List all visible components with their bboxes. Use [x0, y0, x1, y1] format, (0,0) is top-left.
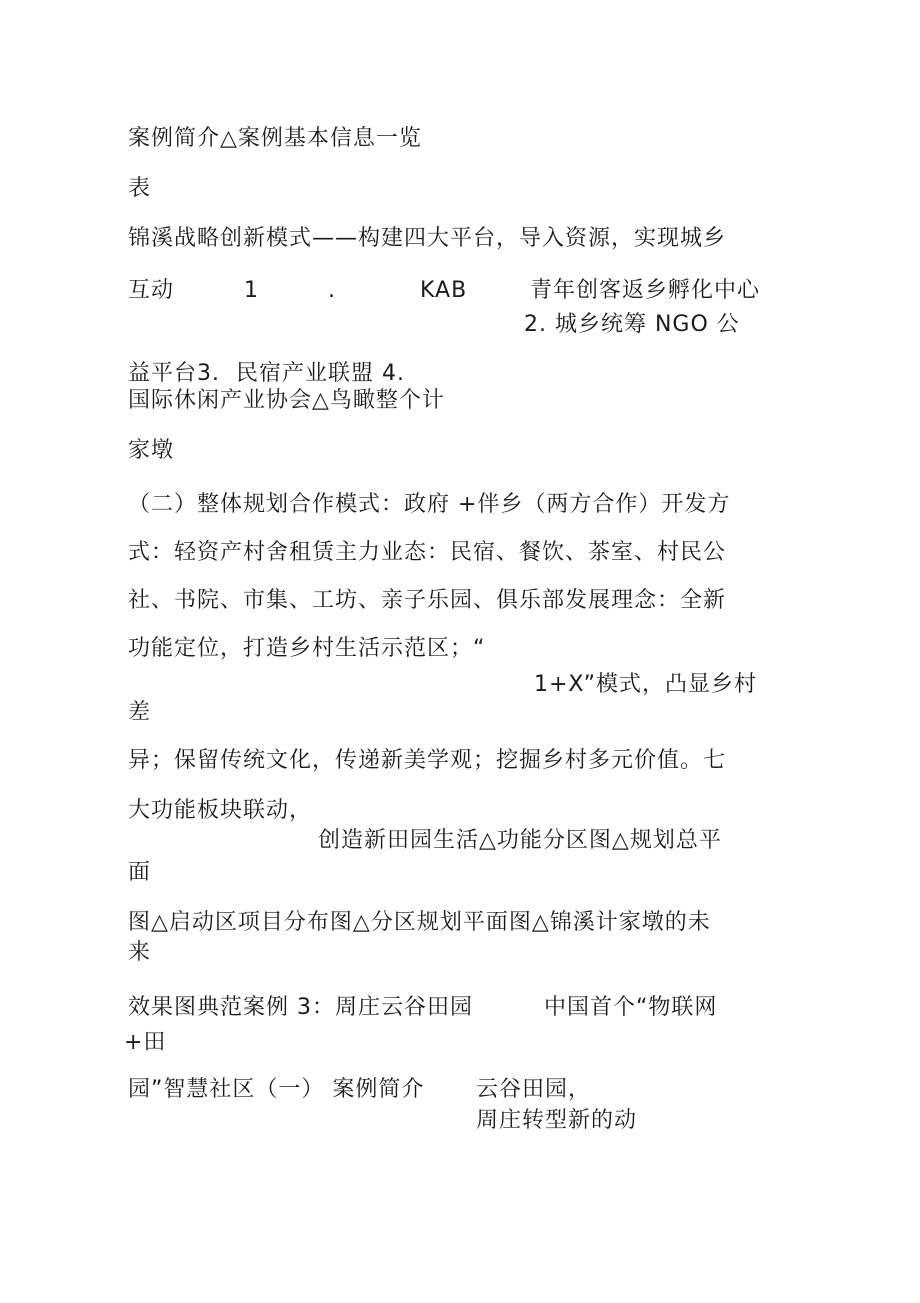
text-line: 创造新田园生活△功能分区图△规划总平 [318, 828, 722, 853]
text-line: 社、书院、市集、工坊、亲子乐园、俱乐部发展理念：全新 [128, 588, 727, 613]
text-line: 1 [244, 278, 259, 303]
text-line: 大功能板块联动， [128, 798, 313, 823]
text-line: 云谷田园， [476, 1077, 592, 1102]
text-line: 面 [128, 860, 152, 885]
text-line: 家墩 [128, 438, 175, 463]
text-line: 锦溪战略创新模式——构建四大平台，导入资源，实现城乡 [128, 226, 727, 251]
text-line: 异；保留传统文化，传递新美学观；挖掘乡村多元价值。七 [128, 748, 727, 773]
text-line: 表 [128, 176, 152, 201]
text-line: 差 [128, 700, 152, 725]
text-line: 案例简介△案例基本信息一览 [128, 126, 422, 151]
text-line: . [328, 278, 336, 303]
text-line: 国际休闲产业协会△鸟瞰整个计 [128, 388, 445, 413]
text-line: 功能定位，打造乡村生活示范区；“ [128, 636, 486, 661]
text-line: 青年创客返乡孵化中心 [530, 278, 761, 303]
text-line: 效果图典范案例 3：周庄云谷田园 [128, 995, 473, 1020]
text-line: 1+X”模式，凸显乡村 [534, 672, 758, 697]
text-line: +田 [124, 1030, 167, 1055]
text-line: 益平台3. 民宿产业联盟 4. [128, 361, 405, 386]
text-line: 互动 [128, 278, 175, 303]
text-line: 图△启动区项目分布图△分区规划平面图△锦溪计家墩的未 [128, 910, 711, 935]
text-line: （二）整体规划合作模式：政府 +伴乡（两方合作）开发方 [128, 492, 731, 517]
text-line: 周庄转型新的动 [476, 1108, 638, 1133]
text-line: KAB [420, 278, 468, 303]
text-line: 园”智慧社区（一） 案例简介 [128, 1077, 425, 1102]
text-line: 中国首个“物联网 [544, 995, 718, 1020]
text-line: 式：轻资产村舍租赁主力业态：民宿、餐饮、茶室、村民公 [128, 540, 727, 565]
text-line: 2. 城乡统筹 NGO 公 [524, 312, 740, 337]
text-line: 来 [128, 940, 152, 965]
